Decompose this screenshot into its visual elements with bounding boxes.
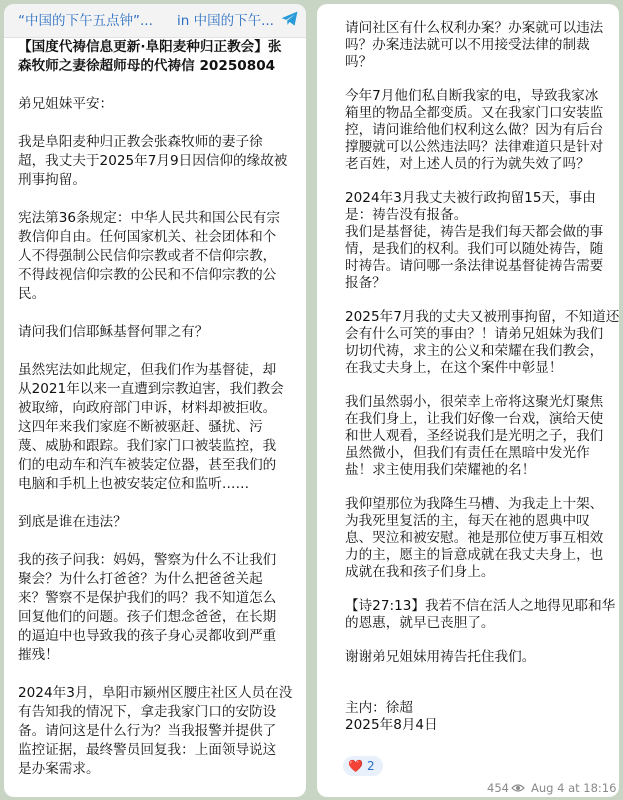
message-line: 宪法第36条规定：中华人民共和国公民有宗 xyxy=(18,210,280,226)
message-line: 我们虽然弱小，很荣幸上帝将这聚光灯聚焦 xyxy=(345,394,604,410)
message-line: 聚会？为什么打爸爸？为什么把爸爸关起 xyxy=(18,571,263,587)
message-line: 时祷告。请问哪一条法律说基督徒祷告需要 xyxy=(345,258,604,274)
message-line: 力的主，愿主的旨意成就在我丈夫身上，也 xyxy=(345,547,604,563)
message-line: 备。请问这是什么行为？当我报警并提供了 xyxy=(18,723,277,739)
message-line: 老百姓，对上述人员的行为就失效了吗？ xyxy=(345,156,590,172)
message-line: 2025年8月4日 xyxy=(345,717,438,733)
message-line: 是：祷告没有报备。 xyxy=(345,207,468,223)
timestamp: Aug 4 at 18:16 xyxy=(531,781,617,795)
message-line: 在我们身上，让我们好像一台戏，演给天使 xyxy=(345,411,604,427)
message-line: 吗？办案违法就可以不用接受法律的制裁 xyxy=(345,37,590,53)
message-line: 2025年7月我的丈夫又被刑事拘留，不知道还 xyxy=(345,309,619,325)
separator xyxy=(157,6,161,36)
message-line: 虽然微小，但我们有责任在黑暗中发光作 xyxy=(345,445,590,461)
message-line: 我是阜阳麦种归正教会张森牧师的妻子徐 xyxy=(18,134,263,150)
message-line: 来？警察不是保护我们的吗？我不知道怎么 xyxy=(18,590,277,606)
message-line: 人不得强制公民信仰宗教或者不信仰宗教， xyxy=(18,248,277,264)
message-line: 刑事拘留。 xyxy=(18,172,86,188)
chat-title[interactable]: “中国的下午五点钟”... xyxy=(18,13,153,29)
message-line: 的逼迫中也导致我的孩子身心灵都收到严重 xyxy=(18,628,277,644)
message-line: 吗？ xyxy=(345,54,373,70)
message-line: 切切代祷，求主的公义和荣耀在我们教会， xyxy=(345,343,604,359)
message-line: 有告知我的情况下，拿走我家门口的安防设 xyxy=(18,704,277,720)
message-line: 会有什么可笑的事由？！请弟兄姐妹为我们 xyxy=(345,326,604,342)
message-line: 谢谢弟兄姐妹用祷告托住我们。 xyxy=(345,649,536,665)
message-line: 息、哭泣和被安慰。祂是那位使万事互相效 xyxy=(345,530,604,546)
message-line: 请问我们信耶稣基督何罪之有？ xyxy=(18,324,209,340)
message-line: 箱里的物品全都变质。又在我家门口安装监 xyxy=(345,105,604,121)
message-line: 这四年来我们家庭不断被驱赶、骚扰、污 xyxy=(18,419,263,435)
message-line: 森牧师之妻徐超师母的代祷信 20250804 xyxy=(18,58,276,74)
message-line: 电脑和手机上也被安装定位和监听…… xyxy=(18,476,250,492)
telegram-icon xyxy=(280,9,300,29)
message-line: 【国度代祷信息更新·阜阳麦种归正教会】张 xyxy=(18,39,282,55)
message-line: 请问社区有什么权利办案？办案就可以违法 xyxy=(345,20,604,36)
message-line: 报备？ xyxy=(345,275,386,291)
forwarded-header[interactable] xyxy=(4,4,306,38)
message-line: 成就在我和孩子们身上。 xyxy=(345,564,495,580)
message-line: 从2021年以来一直遭到宗教迫害，我们教会 xyxy=(18,381,284,397)
message-line: 被取缔，向政府部门申诉，材料却被拒收。 xyxy=(18,400,277,416)
message-line: 控，请问谁给他们权利这么做？因为有后台 xyxy=(345,122,604,138)
message-line: 我的孩子问我：妈妈，警察为什么不让我们 xyxy=(18,552,277,568)
message-line: 我仰望那位为我降生马槽、为我走上十架、 xyxy=(345,496,604,512)
message-line: 的恩惠，就早已丧胆了。 xyxy=(345,615,495,631)
message-line: 蔑、威胁和跟踪。我们家门口被装监控，我 xyxy=(18,438,277,454)
reaction-badge[interactable] xyxy=(343,756,383,776)
message-line: 到底是谁在违法？ xyxy=(18,514,127,530)
channel-title[interactable]: in 中国的下午... xyxy=(177,13,274,29)
message-line: 今年7月他们私自断我家的电，导致我家冰 xyxy=(345,88,599,104)
message-line: 为我死里复活的主，每天在祂的恩典中叹 xyxy=(345,513,590,529)
view-count: 454 xyxy=(487,781,509,795)
message-line: 不得歧视信仰宗教的公民和不信仰宗教的公 xyxy=(18,267,277,283)
message-line: 弟兄姐妹平安： xyxy=(18,96,114,112)
message-line: 民。 xyxy=(18,286,46,302)
message-line: 2024年3月，阜阳市颍州区腰庄社区人员在没 xyxy=(18,685,293,701)
message-line: 教信仰自由。任何国家机关、社会团体和个 xyxy=(18,229,277,245)
message-line: 回复他们的问题。孩子们想念爸爸，在长期 xyxy=(18,609,277,625)
message-bubble-right xyxy=(317,4,619,797)
message-line: 我们是基督徒，祷告是我们每天都会做的事 xyxy=(345,224,604,240)
message-line: 情，是我们的权利。我们可以随处祷告，随 xyxy=(345,241,604,257)
message-line: 主内：徐超 xyxy=(345,700,413,716)
message-line: 虽然宪法如此规定，但我们作为基督徒，却 xyxy=(18,362,277,378)
message-line: 在我丈夫身上，在这个案件中彰显！ xyxy=(345,360,563,376)
eye-icon xyxy=(511,783,525,793)
message-line: 监控证据，最终警员回复我：上面领导说这 xyxy=(18,742,277,758)
heart-icon: ❤️ xyxy=(348,759,363,773)
message-line: 2024年3月我丈夫被行政拘留15天，事由 xyxy=(345,190,596,206)
message-line: 们的电动车和汽车被装定位器，甚至我们的 xyxy=(18,457,277,473)
message-line: 超，我丈夫于2025年7月9日因信仰的缘故被 xyxy=(18,153,288,169)
message-bubble-left xyxy=(4,4,306,797)
message-line: 和世人观看，圣经说我们是光明之子，我们 xyxy=(345,428,604,444)
message-line: 撑腰就可以公然违法吗？法律难道只是针对 xyxy=(345,139,604,155)
reaction-count: 2 xyxy=(366,759,375,773)
message-line: 摧残！ xyxy=(18,647,59,663)
message-line: 盐！求主使用我们荣耀祂的名！ xyxy=(345,462,536,478)
message-line: 【诗27:13】我若不信在活人之地得见耶和华 xyxy=(345,598,616,614)
message-line: 是办案需求。 xyxy=(18,761,100,777)
